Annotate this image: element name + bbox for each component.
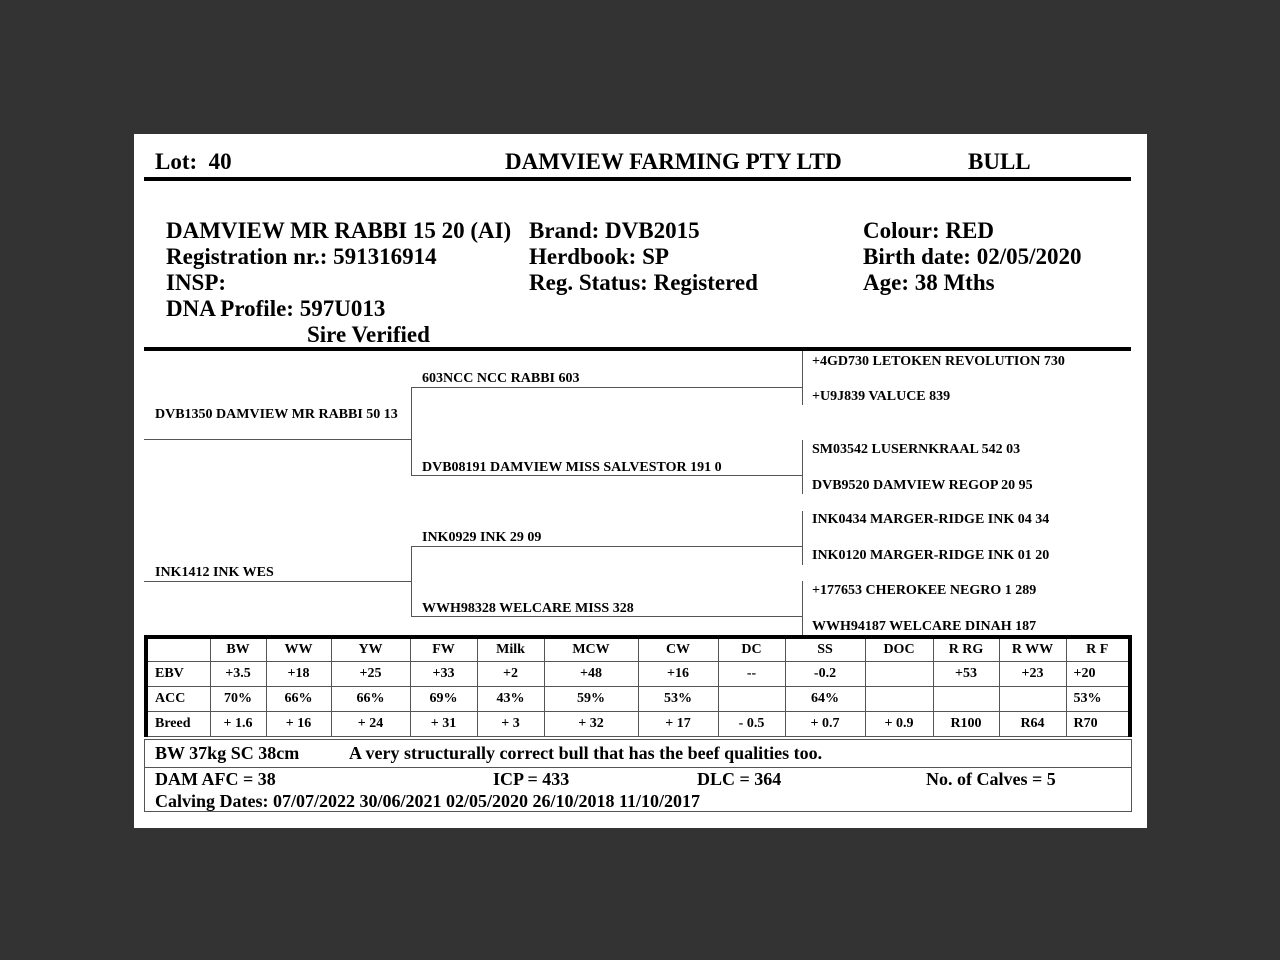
- ebv-row-label: EBV: [146, 662, 210, 687]
- ebv-cell: [865, 662, 933, 687]
- pedigree-sire: DVB1350 DAMVIEW MR RABBI 50 13: [155, 407, 398, 422]
- breed-row: [146, 712, 1130, 737]
- colour: Colour: RED: [863, 218, 994, 243]
- herdbook: Herdbook: SP: [529, 244, 669, 269]
- breed-cell: + 32: [544, 712, 638, 737]
- sire-verified: Sire Verified: [307, 322, 430, 347]
- breed-cell: + 24: [331, 712, 410, 737]
- breed-cell: + 0.9: [865, 712, 933, 737]
- ds-bracket: [802, 511, 803, 565]
- ebv-cell: +48: [544, 662, 638, 687]
- breed-cell: + 3: [477, 712, 544, 737]
- acc-row: [146, 687, 1130, 712]
- pedigree-gg-7: +177653 CHEROKEE NEGRO 1 289: [812, 583, 1037, 598]
- breed-cell: + 16: [266, 712, 331, 737]
- lot-number: 40: [208, 149, 232, 174]
- breed-cell: R100: [933, 712, 999, 737]
- lot-label-text: Lot:: [155, 149, 198, 174]
- dam-bracket: [411, 546, 412, 617]
- insp-label: INSP:: [166, 270, 227, 295]
- ebv-header-cell: WW: [266, 637, 331, 662]
- ebv-header-cell: DOC: [865, 637, 933, 662]
- reg-status: Reg. Status: Registered: [529, 270, 758, 295]
- pedigree-dam-sire: INK0929 INK 29 09: [422, 530, 542, 545]
- breed-cell: R64: [999, 712, 1066, 737]
- ebv-cell: +25: [331, 662, 410, 687]
- notes-box: [144, 739, 1132, 812]
- ebv-cell: +20: [1066, 662, 1130, 687]
- breed-cell: + 17: [638, 712, 718, 737]
- ebv-cell: --: [718, 662, 785, 687]
- pedigree-sire-dam: DVB08191 DAMVIEW MISS SALVESTOR 191 0: [422, 460, 722, 475]
- pedigree-gg-8: WWH94187 WELCARE DINAH 187: [812, 619, 1037, 634]
- ebv-header-cell: CW: [638, 637, 718, 662]
- ebv-table: [144, 635, 1132, 737]
- acc-cell: [718, 687, 785, 712]
- ebv-header-cell: DC: [718, 637, 785, 662]
- breed-row-label: Breed: [146, 712, 210, 737]
- pedigree-gg-2: +U9J839 VALUCE 839: [812, 389, 951, 404]
- breed-cell: R70: [1066, 712, 1130, 737]
- acc-cell: 66%: [266, 687, 331, 712]
- ebv-header-cell: YW: [331, 637, 410, 662]
- pedigree-gg-3: SM03542 LUSERNKRAAL 542 03: [812, 442, 1021, 457]
- acc-cell: 66%: [331, 687, 410, 712]
- sire-line: [144, 439, 411, 440]
- notes-divider: [145, 767, 1131, 768]
- registration-number: Registration nr.: 591316914: [166, 244, 437, 269]
- acc-cell: 64%: [785, 687, 865, 712]
- ebv-header-row: [146, 637, 1130, 662]
- ebv-cell: +33: [410, 662, 477, 687]
- acc-cell: 43%: [477, 687, 544, 712]
- dam-dam-line: [411, 616, 802, 617]
- ebv-header-cell: MCW: [544, 637, 638, 662]
- pedigree-gg-5: INK0434 MARGER-RIDGE INK 04 34: [812, 512, 1050, 527]
- ebv-row: [146, 662, 1130, 687]
- dd-bracket: [802, 581, 803, 635]
- sex-label: BULL: [968, 149, 1031, 174]
- ebv-cell: +2: [477, 662, 544, 687]
- ebv-header-cell: R F: [1066, 637, 1130, 662]
- sire-dam-line: [411, 475, 802, 476]
- ebv-cell: +18: [266, 662, 331, 687]
- number-of-calves: No. of Calves = 5: [926, 769, 1056, 789]
- acc-cell: [865, 687, 933, 712]
- ebv-header-cell: FW: [410, 637, 477, 662]
- ebv-cell: +3.5: [210, 662, 266, 687]
- ebv-header-cell: BW: [210, 637, 266, 662]
- sire-sire-line: [411, 387, 802, 388]
- acc-cell: 69%: [410, 687, 477, 712]
- breeder-name: DAMVIEW FARMING PTY LTD: [505, 149, 842, 174]
- pedigree-sire-sire: 603NCC NCC RABBI 603: [422, 371, 580, 386]
- lot-label: [155, 149, 232, 175]
- ebv-cell: +23: [999, 662, 1066, 687]
- age: Age: 38 Mths: [863, 270, 995, 295]
- ebv-header-cell: Milk: [477, 637, 544, 662]
- ebv-header-cell: SS: [785, 637, 865, 662]
- breed-cell: + 31: [410, 712, 477, 737]
- dam-line: [144, 581, 411, 582]
- pedigree-gg-1: +4GD730 LETOKEN REVOLUTION 730: [812, 354, 1065, 369]
- brand: Brand: DVB2015: [529, 218, 700, 243]
- ebv-cell: -0.2: [785, 662, 865, 687]
- comment: A very structurally correct bull that has the beef qualities too.: [349, 743, 823, 763]
- ebv-header-cell: [146, 637, 210, 662]
- ebv-cell: +53: [933, 662, 999, 687]
- acc-cell: [933, 687, 999, 712]
- dam-sire-line: [411, 546, 802, 547]
- pedigree-gg-4: DVB9520 DAMVIEW REGOP 20 95: [812, 478, 1033, 493]
- breed-cell: - 0.5: [718, 712, 785, 737]
- acc-cell: [999, 687, 1066, 712]
- breed-cell: + 1.6: [210, 712, 266, 737]
- ebv-header-cell: R WW: [999, 637, 1066, 662]
- acc-cell: 53%: [1066, 687, 1130, 712]
- header-rule: [144, 177, 1131, 181]
- ebv-cell: +16: [638, 662, 718, 687]
- icp: ICP = 433: [493, 769, 570, 789]
- dam-afc: DAM AFC = 38: [155, 769, 276, 789]
- acc-cell: 70%: [210, 687, 266, 712]
- dlc: DLC = 364: [697, 769, 782, 789]
- sd-bracket: [802, 440, 803, 494]
- calving-dates: Calving Dates: 07/07/2022 30/06/2021 02/05/2020 26/10/2018 11/10/2017: [155, 791, 701, 811]
- acc-cell: 53%: [638, 687, 718, 712]
- acc-row-label: ACC: [146, 687, 210, 712]
- measurements: BW 37kg SC 38cm: [155, 743, 300, 763]
- details-rule: [144, 347, 1131, 351]
- birth-date: Birth date: 02/05/2020: [863, 244, 1082, 269]
- ebv-header-cell: R RG: [933, 637, 999, 662]
- sale-lot-card: [134, 134, 1147, 828]
- pedigree-gg-6: INK0120 MARGER-RIDGE INK 01 20: [812, 548, 1050, 563]
- pedigree-dam: INK1412 INK WES: [155, 565, 274, 580]
- breed-cell: + 0.7: [785, 712, 865, 737]
- ss-bracket: [802, 351, 803, 405]
- dna-profile: DNA Profile: 597U013: [166, 296, 386, 321]
- animal-name: DAMVIEW MR RABBI 15 20 (AI): [166, 218, 512, 243]
- acc-cell: 59%: [544, 687, 638, 712]
- pedigree-dam-dam: WWH98328 WELCARE MISS 328: [422, 601, 634, 616]
- sire-bracket: [411, 387, 412, 476]
